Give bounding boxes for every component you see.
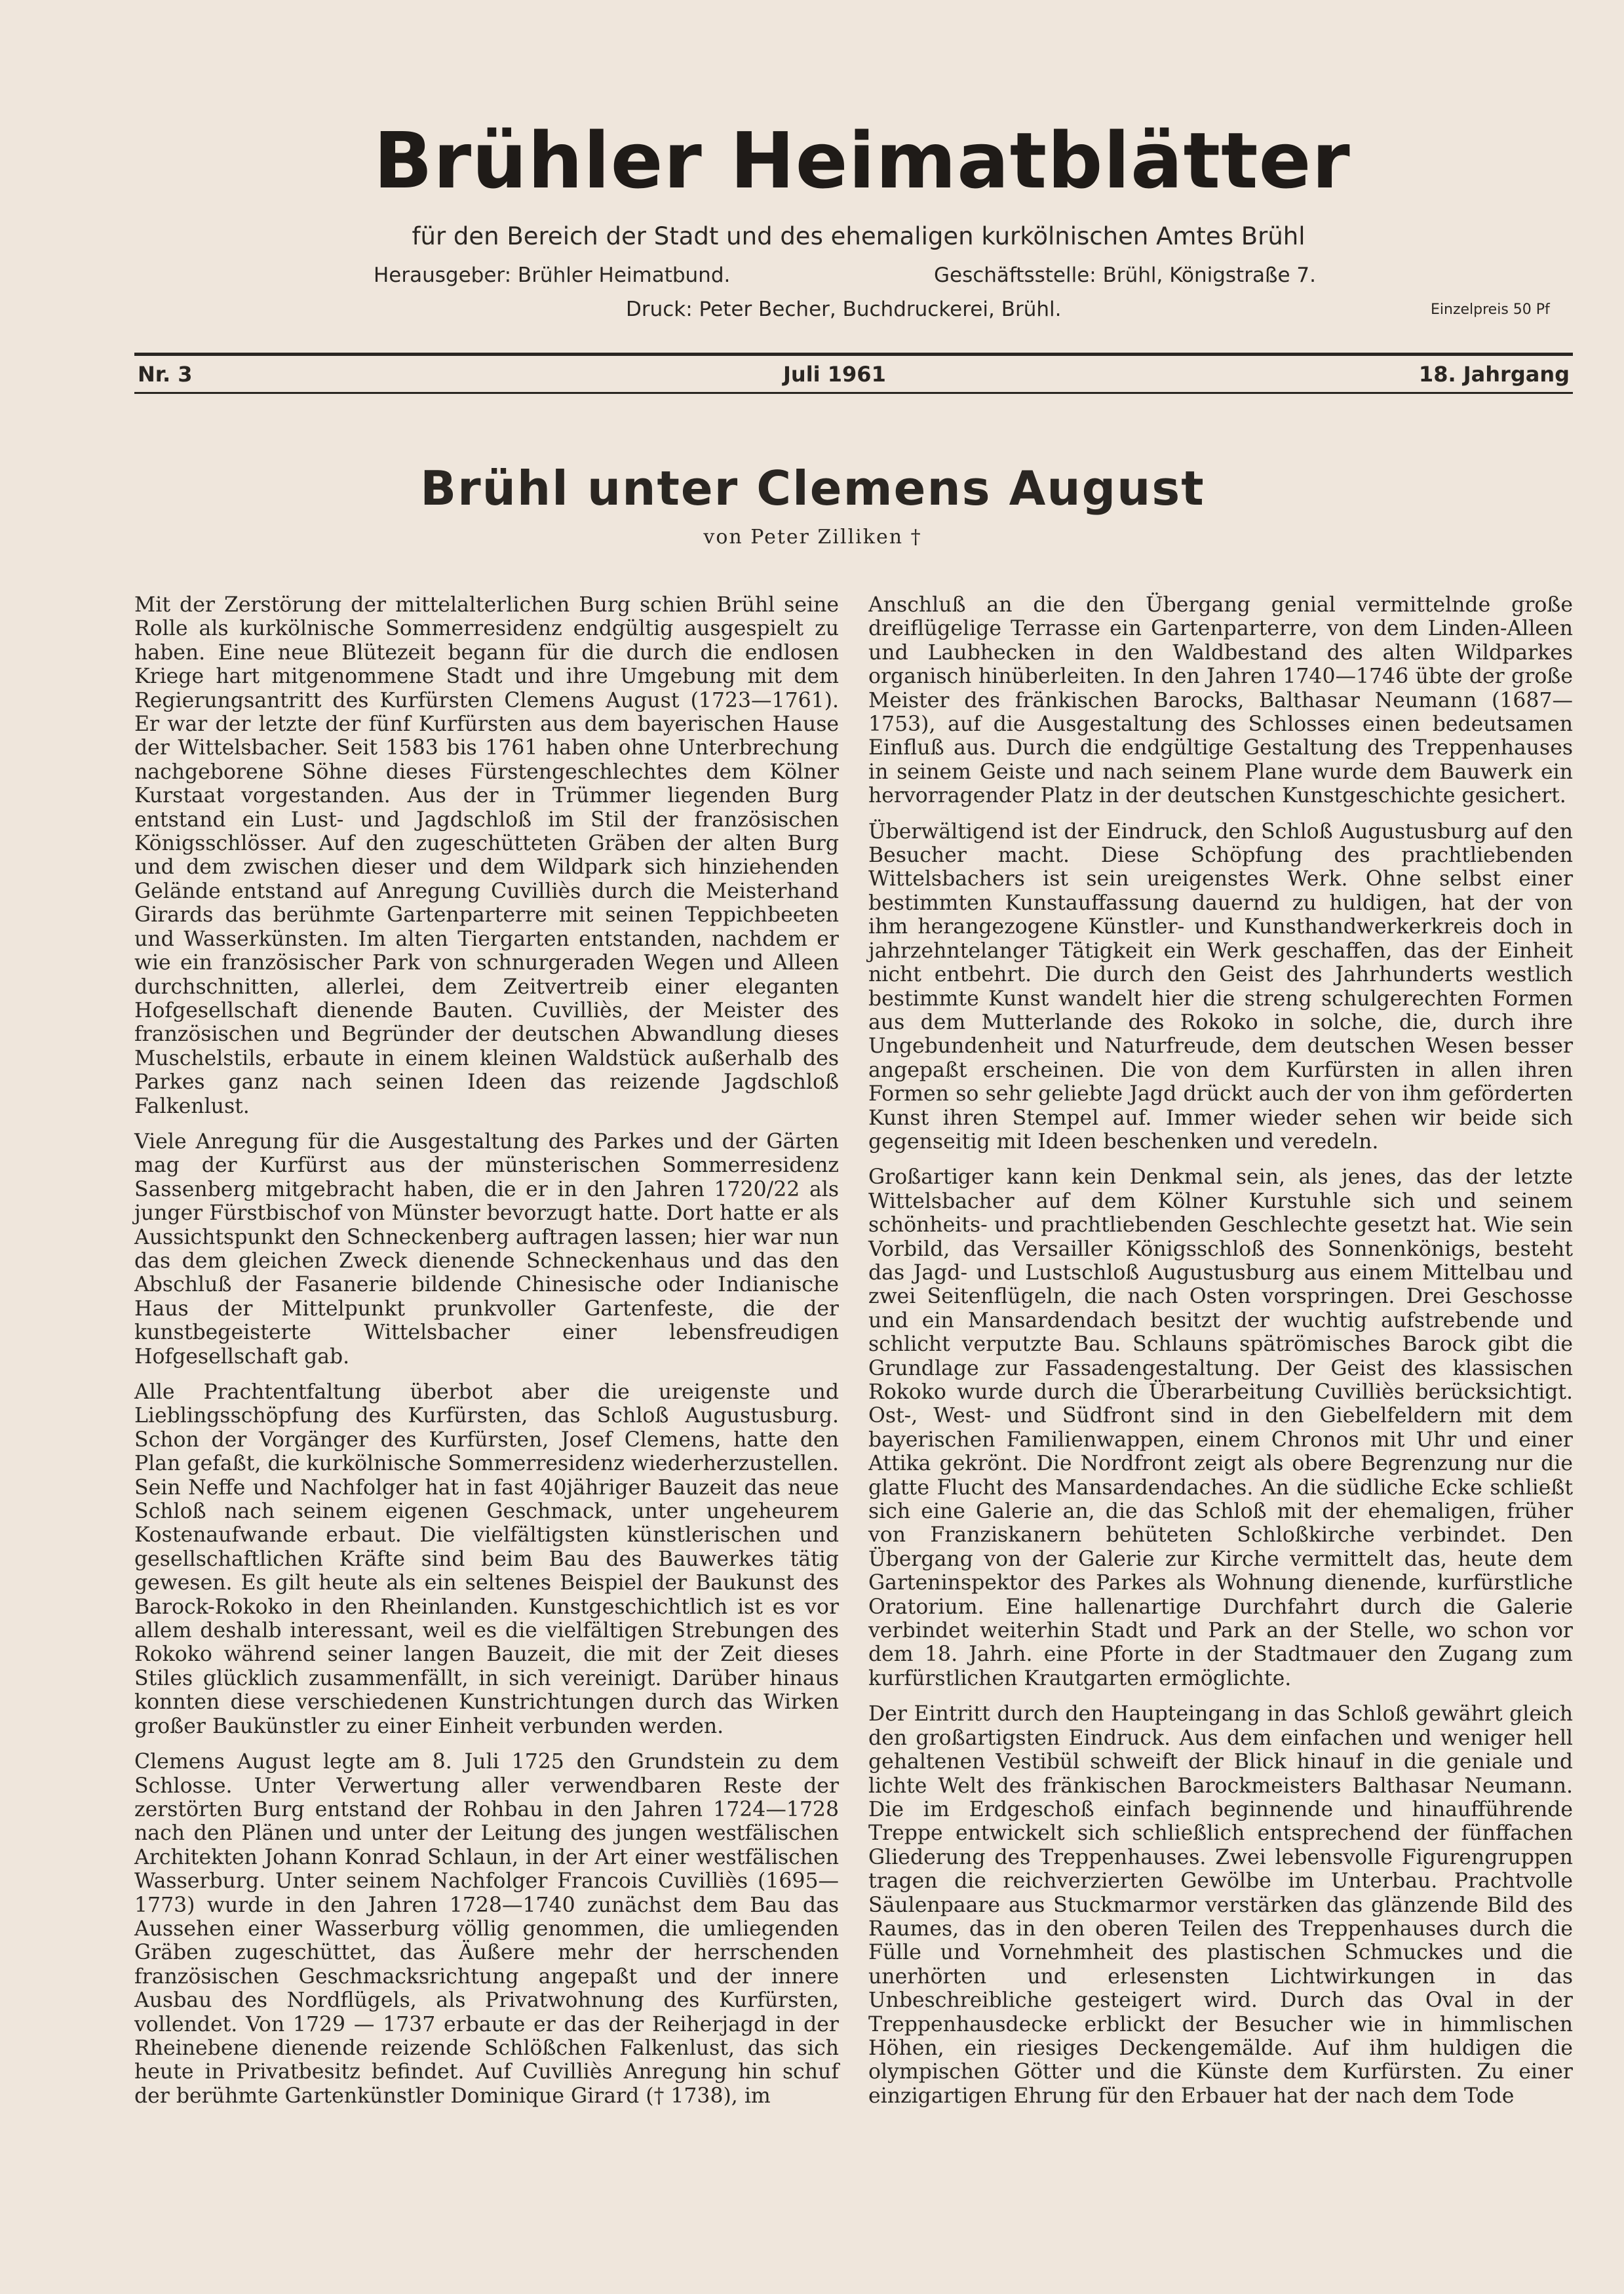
issue-number: Nr. 3 bbox=[138, 362, 193, 387]
paragraph: Mit der Zerstörung der mittelalterlichen Burg schien Brühl seine Rolle als kurkölnische Sommerresidenz endgültig ausgespielt zu haben. Eine neue Blütezeit begann für die durch die endlosen Kriege hart mitgenommene Stadt und ihre Umgebung mit dem Regierungsantritt des Kurfürsten Clemens August (1723—1761). Er war der letzte der fünf Kurfürsten aus dem bayerischen Hause der Wittelsbacher. Seit 1583 bis 1761 haben ohne Unterbrechung nachgeborene Söhne dieses Fürstengeschlechtes dem Kölner Kurstaat vorgestanden. Aus der in Trümmer liegenden Burg entstand ein Lust- und Jagdschloß im Stil der französischen Königsschlösser. Auf den zugeschütteten Gräben der alten Burg und dem zwischen dieser und dem Wildpark sich hinziehenden Gelände entstand auf Anregung Cuvilliès durch die Meisterhand Girards das berühmte Gartenparterre mit seinen Teppichbeeten und Wasserkünsten. Im alten Tiergarten entstanden, nachdem er wie ein französischer Park von schnurgeraden Wegen und Alleen durchschnitten, allerlei, dem Zeitvertreib einer eleganten Hofgesellschaft dienende Bauten. Cuvilliès, der Meister des französischen und Begründer der deutschen Abwandlung dieses Muschelstils, erbaute in einem kleinen Waldstück außerhalb des Parkes ganz nach seinen Ideen das reizende Jagdschloß Falkenlust. bbox=[134, 593, 839, 1118]
masthead-title: Brühler Heimatblätter bbox=[374, 115, 1351, 206]
bottom-rule bbox=[134, 392, 1573, 394]
office-line: Geschäftsstelle: Brühl, Königstraße 7. bbox=[934, 263, 1316, 287]
paragraph: Alle Prachtentfaltung überbot aber die ureigenste und Lieblingsschöpfung des Kurfürsten, das Schloß Augustusburg. Schon der Vorgänger des Kurfürsten, Josef Clemens, hatte den Plan gefaßt, die kurkölnische Sommerresidenz wiederherzustellen. Sein Neffe und Nachfolger hat in fast 40jähriger Bauzeit das neue Schloß nach seinem eigenen Geschmack, unter ungeheurem Kostenaufwande erbaut. Die vielfältigsten künstlerischen und gesellschaftlichen Kräfte sind beim Bau des Bauwerkes tätig gewesen. Es gilt heute als ein seltenes Beispiel der Baukunst des Barock-Rokoko in den Rheinlanden. Kunstgeschichtlich ist es vor allem deshalb interessant, weil es die vielfältigen Strebungen des Rokoko während seiner langen Bauzeit, die mit der Zeit dieses Stiles glücklich zusammenfällt, in sich vereinigt. Darüber hinaus konnten diese verschiedenen Kunstrichtungen durch das Wirken großer Baukünstler zu einer Einheit verbunden werden. bbox=[134, 1380, 839, 1738]
publisher-line: Herausgeber: Brühler Heimatbund. bbox=[374, 263, 731, 287]
paragraph: Anschluß an die den Übergang genial vermittelnde große dreiflügelige Terrasse ein Gartenparterre, von dem Linden-Alleen und Laubhecken in den Waldbestand des alten Wildparkes organisch hinüberleiten. In den Jahren 1740—1746 übte der große Meister des fränkischen Barocks, Balthasar Neumann (1687—1753), auf die Ausgestaltung des Schlosses einen bedeutsamen Einfluß aus. Durch die endgültige Gestaltung des Treppenhauses in seinem Geiste und nach seinem Plane wurde dem Bauwerk ein hervorragender Platz in der deutschen Kunstgeschichte gesichert. bbox=[868, 593, 1573, 808]
paragraph: Der Eintritt durch den Haupteingang in das Schloß gewährt gleich den großartigsten Eindruck. Aus dem einfachen und weniger hell gehaltenen Vestibül schweift der Blick hinauf in die geniale und lichte Welt des fränkischen Barockmeisters Balthasar Neumann. Die im Erdgeschoß einfach beginnende und hinaufführende Treppe entwickelt sich schließlich entsprechend der fünffachen Gliederung des Treppenhauses. Zwei lebensvolle Figurengruppen tragen die reichverzierten Gewölbe im Unterbau. Prachtvolle Säulenpaare aus Stuckmarmor verstärken das glänzende Bild des Raumes, das in den oberen Teilen des Treppenhauses durch die Fülle und Vornehmheit des plastischen Schmuckes und die unerhörten und erlesensten Lichtwirkungen in das Unbeschreibliche gesteigert wird. Durch das Oval in der Treppenhausdecke erblickt der Besucher wie in himmlischen Höhen, ein riesiges Deckengemälde. Auf ihm huldigen die olympischen Götter und die Künste dem Kurfürsten. Zu einer einzigartigen Ehrung für den Erbauer hat der nach dem Tode bbox=[868, 1702, 1573, 2108]
masthead-subtitle: für den Bereich der Stadt und des ehemaligen kurkölnischen Amtes Brühl bbox=[412, 222, 1305, 250]
issue-date: Juli 1961 bbox=[783, 362, 886, 387]
right-column bbox=[868, 593, 1573, 2120]
paragraph: Clemens August legte am 8. Juli 1725 den Grundstein zu dem Schlosse. Unter Verwertung aller verwendbaren Reste der zerstörten Burg entstand der Rohbau in den Jahren 1724—1728 nach den Plänen und unter der Leitung des jungen westfälischen Architekten Johann Konrad Schlaun, in der Art einer westfälischen Wasserburg. Unter seinem Nachfolger Francois Cuvilliès (1695—1773) wurde in den Jahren 1728—1740 zunächst dem Bau das Aussehen einer Wasserburg völlig genommen, die umliegenden Gräben zugeschüttet, das Äußere mehr der herrschenden französischen Geschmacksrichtung angepaßt und der innere Ausbau des Nordflügels, als Privatwohnung des Kurfürsten, vollendet. Von 1729 — 1737 erbaute er das der Reiherjagd in der Rheinebene dienende reizende Schlößchen Falkenlust, das sich heute in Privatbesitz befindet. Auf Cuvilliès Anregung hin schuf der berühmte Gartenkünstler Dominique Girard († 1738), im bbox=[134, 1750, 839, 2108]
left-column bbox=[134, 593, 839, 2120]
article-title: Brühl unter Clemens August bbox=[420, 461, 1205, 516]
paragraph: Überwältigend ist der Eindruck, den Schloß Augustusburg auf den Besucher macht. Diese Schöpfung des prachtliebenden Wittelsbachers ist sein ureigenstes Werk. Ohne selbst einer bestimmten Kunstauffassung dauernd zu huldigen, hat der von ihm herangezogene Künstler- und Kunsthandwerkerkreis doch in jahrzehntelanger Tätigkeit ein Werk geschaffen, das der Einheit nicht entbehrt. Die durch den Geist des Jahrhunderts westlich bestimmte Kunst wandelt hier die streng schulgerechten Formen aus dem Mutterlande des Rokoko in solche, die, durch ihre Ungebundenheit und Naturfreude, dem deutschen Wesen besser angepaßt erscheinen. Die von dem Kurfürsten in allen ihren Formen so sehr geliebte Jagd drückt auch der von ihm geförderten Kunst ihren Stempel auf. Immer wieder sehen wir beide sich gegenseitig mit Ideen beschenken und veredeln. bbox=[868, 819, 1573, 1154]
printer-line: Druck: Peter Becher, Buchdruckerei, Brühl. bbox=[626, 298, 1062, 321]
top-rule bbox=[134, 353, 1573, 356]
paragraph: Großartiger kann kein Denkmal sein, als jenes, das der letzte Wittelsbacher auf dem Kölner Kurstuhle sich und seinem schönheits- und prachtliebenden Geschlechte gesetzt hat. Wie sein Vorbild, das Versailler Königsschloß des Sonnenkönigs, besteht das Jagd- und Lustschloß Augustusburg aus einem Mittelbau und zwei Seitenflügeln, die nach Osten vorspringen. Drei Geschosse und ein Mansardendach besitzt der wuchtig aufstrebende und schlicht verputzte Bau. Schlauns spätrömisches Barock gibt die Grundlage zur Fassadengestaltung. Der Geist des klassischen Rokoko wurde durch die Überarbeitung Cuvilliès berücksichtigt. Ost-, West- und Südfront sind in den Giebelfeldern mit dem bayerischen Familienwappen, einem Chronos mit Uhr und einer Attika gekrönt. Die Nordfront zeigt als obere Begrenzung nur die glatte Flucht des Mansardendaches. An die südliche Ecke schließt sich eine Galerie an, die das Schloß mit der ehemaligen, früher von Franziskanern behüteten Schloßkirche verbindet. Den Übergang von der Galerie zur Kirche vermittelt das, heute dem Garteninspektor des Parkes als Wohnung dienende, kurfürstliche Oratorium. Eine hallenartige Durchfahrt durch die Galerie verbindet weiterhin Stadt und Park an der Stelle, wo schon vor dem 18. Jahrh. eine Pforte in der Stadtmauer den Zugang zum kurfürstlichen Krautgarten ermöglichte. bbox=[868, 1165, 1573, 1690]
paragraph: Viele Anregung für die Ausgestaltung des Parkes und der Gärten mag der Kurfürst aus der münsterischen Sommerresidenz Sassenberg mitgebracht haben, die er in den Jahren 1720/22 als junger Fürstbischof von Münster bevorzugt hatte. Dort hatte er als Aussichtspunkt den Schneckenberg auftragen lassen; hier war nun das dem gleichen Zweck dienende Schneckenhaus und das den Abschluß der Fasanerie bildende Chinesische oder Indianische Haus der Mittelpunkt prunkvoller Gartenfeste, die der kunstbegeisterte Wittelsbacher einer lebensfreudigen Hofgesellschaft gab. bbox=[134, 1129, 839, 1369]
issue-bar bbox=[138, 359, 1570, 389]
issue-volume: 18. Jahrgang bbox=[1418, 362, 1570, 387]
article-byline: von Peter Zilliken † bbox=[703, 526, 922, 549]
price-label: Einzelpreis 50 Pf bbox=[1431, 301, 1550, 318]
